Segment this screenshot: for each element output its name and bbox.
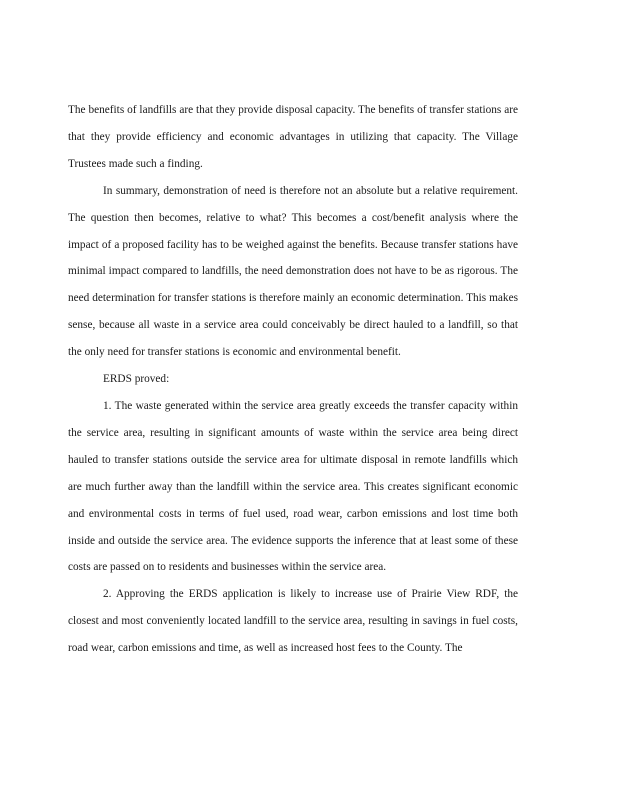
paragraph-erds-proved: ERDS proved:: [103, 373, 170, 386]
paragraph-point-1-waste-capacity: 1. The waste generated within the service area greatly exceeds the transfer capacity within the service area, resulting in significant amounts of waste within the service area being direct hauled to transfer stations outside the service area for ultimate disposal in remote landfills which are much further away than the landfill within the service area. This creates significant economic and environmental costs in terms of fuel used, road wear, carbon emissions and lost time both inside and outside the service area. The evidence supports the inference that at least some of these costs are passed on to residents and businesses within the service area.: [68, 399, 518, 574]
paragraph-summary-need: In summary, demonstration of need is therefore not an absolute but a relative requirement. The question then becomes, relative to what? This becomes a cost/benefit analysis where the impact of a proposed facility has to be weighed against the benefits. Because transfer stations have minimal impact compared to landfills, the need demonstration does not have to be as rigorous. The need determination for transfer stations is therefore mainly an economic determination. This makes sense, because all waste in a service area could conceivably be direct hauled to a landfill, so that the only need for transfer stations is economic and environmental benefit.: [68, 184, 518, 359]
document-body: [68, 97, 518, 662]
paragraph-point-2-prairie-view: 2. Approving the ERDS application is likely to increase use of Prairie View RDF, the closest and most conveniently located landfill to the service area, resulting in savings in fuel costs, road wear, carbon emissions and time, as well as increased host fees to the County. The: [68, 588, 518, 655]
paragraph-landfill-benefits: The benefits of landfills are that they provide disposal capacity. The benefits of transfer stations are that they provide efficiency and economic advantages in utilizing that capacity. The Village Trustees made such a finding.: [68, 104, 518, 170]
